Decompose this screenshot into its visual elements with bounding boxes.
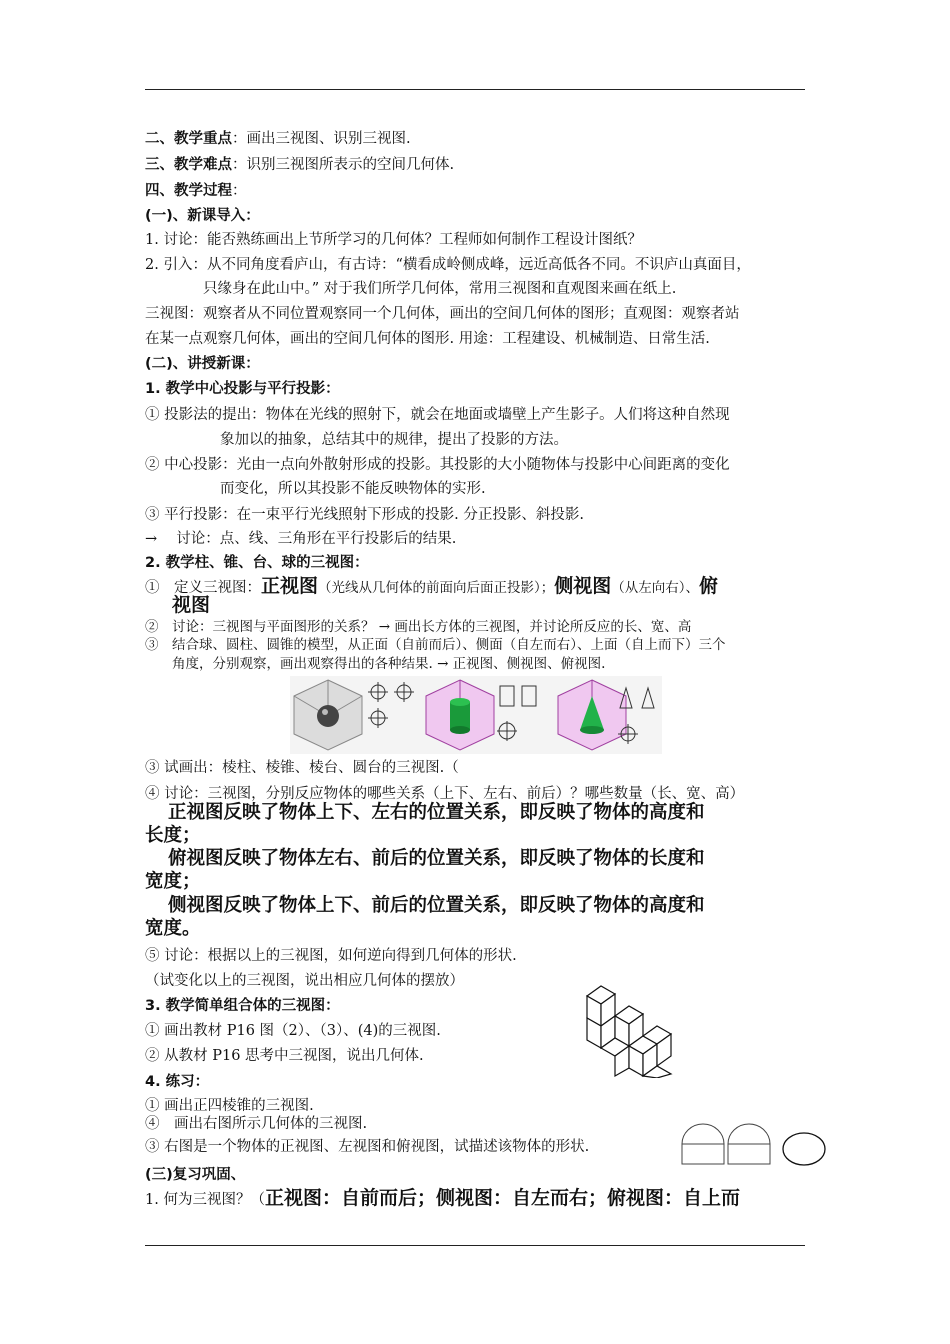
- topic-4-1: ① 画出正四棱锥的三视图.: [145, 1098, 314, 1114]
- topic-2-2: ② 讨论：三视图与平面图形的关系？ → 画出长方体的三视图，并讨论所反应的长、宽、高: [145, 619, 692, 635]
- cube-block-icon: [587, 986, 671, 1078]
- topic-2-3a: ③ 结合球、圆柱、圆锥的模型，从正面（自前而后）、侧面（自左而右）、上面（自上而下）三个: [145, 637, 726, 653]
- left-view-icon: [728, 1124, 770, 1164]
- topic-2-5: ④ 讨论：三视图，分别反应物体的哪些关系（上下、左右、前后）？哪些数量（长、宽、高）: [145, 786, 745, 802]
- section-focus-label: 二、教学重点: [145, 131, 232, 147]
- review-1: 1. 何为三视图？（正视图：自前而后；侧视图：自左而右；俯视图：自上而: [145, 1187, 740, 1209]
- topic-2: 2. 教学柱、锥、台、球的三视图：: [145, 555, 369, 571]
- topic-3: 3. 教学简单组合体的三视图：: [145, 998, 340, 1014]
- section-difficulty: 三、教学难点：识别三视图所表示的空间几何体.: [145, 157, 455, 173]
- topic-1-1b: 象加以的抽象，总结其中的规律，提出了投影的方法。: [220, 432, 568, 448]
- topic-1-1a: ① 投影法的提出：物体在光线的照射下，就会在地面或墙壁上产生影子。人们将这种自然现: [145, 407, 730, 423]
- topic-2-1-cont: 视图: [172, 594, 211, 616]
- definition-b: 在某一点观察几何体，画出的空间几何体的图形. 用途：工程建设、机械制造、日常生活.: [145, 331, 710, 347]
- section-process: 四、教学过程：: [145, 183, 247, 199]
- topic-1-2a: ② 中心投影：光由一点向外散射形成的投影。其投影的大小随物体与投影中心间距离的变化: [145, 457, 730, 473]
- topic-4-3: ③ 右图是一个物体的正视图、左视图和俯视图，试描述该物体的形状.: [145, 1139, 590, 1155]
- topic-2-7: （试变化以上的三视图，说出相应几何体的摆放）: [145, 973, 464, 989]
- front-view-icon: [682, 1124, 724, 1164]
- topic-2-1: ① 定义三视图：正视图（光线从几何体的前面向后面正投影）；侧视图（从左向右）、俯: [145, 575, 719, 597]
- topic-3-2: ② 从教材 P16 思考中三视图，说出几何体.: [145, 1048, 424, 1064]
- intro-1: 1. 讨论：能否熟练画出上节所学习的几何体？工程师如何制作工程设计图纸？: [145, 232, 642, 248]
- highlight-side-view-b: 宽度。: [145, 918, 201, 939]
- header-rule: [145, 89, 805, 90]
- three-views-figure: [680, 1122, 830, 1168]
- topic-2-3b: 角度，分别观察，画出观察得出的各种结果. → 正视图、侧视图、俯视图.: [172, 656, 606, 672]
- topic-4-2: ④ 画出右图所示几何体的三视图.: [145, 1116, 368, 1132]
- intro-2b: 只缘身在此山中。” 对于我们所学几何体，常用三视图和直观图来画在纸上.: [203, 281, 677, 297]
- part-new-lesson: (二)、讲授新课：: [145, 356, 260, 372]
- highlight-side-view-a: 侧视图反映了物体上下、前后的位置关系，即反映了物体的高度和: [168, 895, 705, 916]
- highlight-front-view-a: 正视图反映了物体上下、左右的位置关系，即反映了物体的高度和: [168, 802, 705, 823]
- topic-1-3: ③ 平行投影：在一束平行光线照射下形成的投影. 分正投影、斜投影.: [145, 507, 584, 523]
- part-review: (三)复习巩固、: [145, 1167, 246, 1183]
- stacked-cubes-figure: [583, 982, 693, 1078]
- topic-2-4: ③ 试画出：棱柱、棱锥、棱台、圆台的三视图.（: [145, 760, 459, 776]
- part-intro: (一)、新课导入：: [145, 208, 260, 224]
- top-view-icon: [783, 1133, 825, 1165]
- topic-1-4: → 讨论：点、线、三角形在平行投影后的结果.: [145, 531, 457, 547]
- section-focus: 二、教学重点：画出三视图、识别三视图.: [145, 131, 411, 147]
- topic-1: 1. 教学中心投影与平行投影：: [145, 381, 340, 397]
- definition-a: 三视图：观察者从不同位置观察同一个几何体，画出的空间几何体的图形；直观图：观察者站: [145, 306, 740, 322]
- topic-3-1: ① 画出教材 P16 图（2）、（3）、(4)的三视图.: [145, 1023, 441, 1039]
- topic-4: 4. 练习：: [145, 1074, 210, 1090]
- topic-1-2b: 而变化，所以其投影不能反映物体的实形.: [220, 481, 486, 497]
- intro-2a: 2. 引入：从不同角度看庐山，有古诗：“横看成岭侧成峰，远近高低各不同。不识庐山真面目，: [145, 257, 751, 273]
- highlight-top-view-a: 俯视图反映了物体左右、前后的位置关系，即反映了物体的长度和: [168, 848, 705, 869]
- highlight-top-view-b: 宽度；: [145, 871, 201, 892]
- footer-rule: [145, 1245, 805, 1246]
- solids-figure: [290, 676, 662, 754]
- highlight-front-view-b: 长度；: [145, 825, 201, 846]
- topic-2-6: ⑤ 讨论：根据以上的三视图，如何逆向得到几何体的形状.: [145, 948, 517, 964]
